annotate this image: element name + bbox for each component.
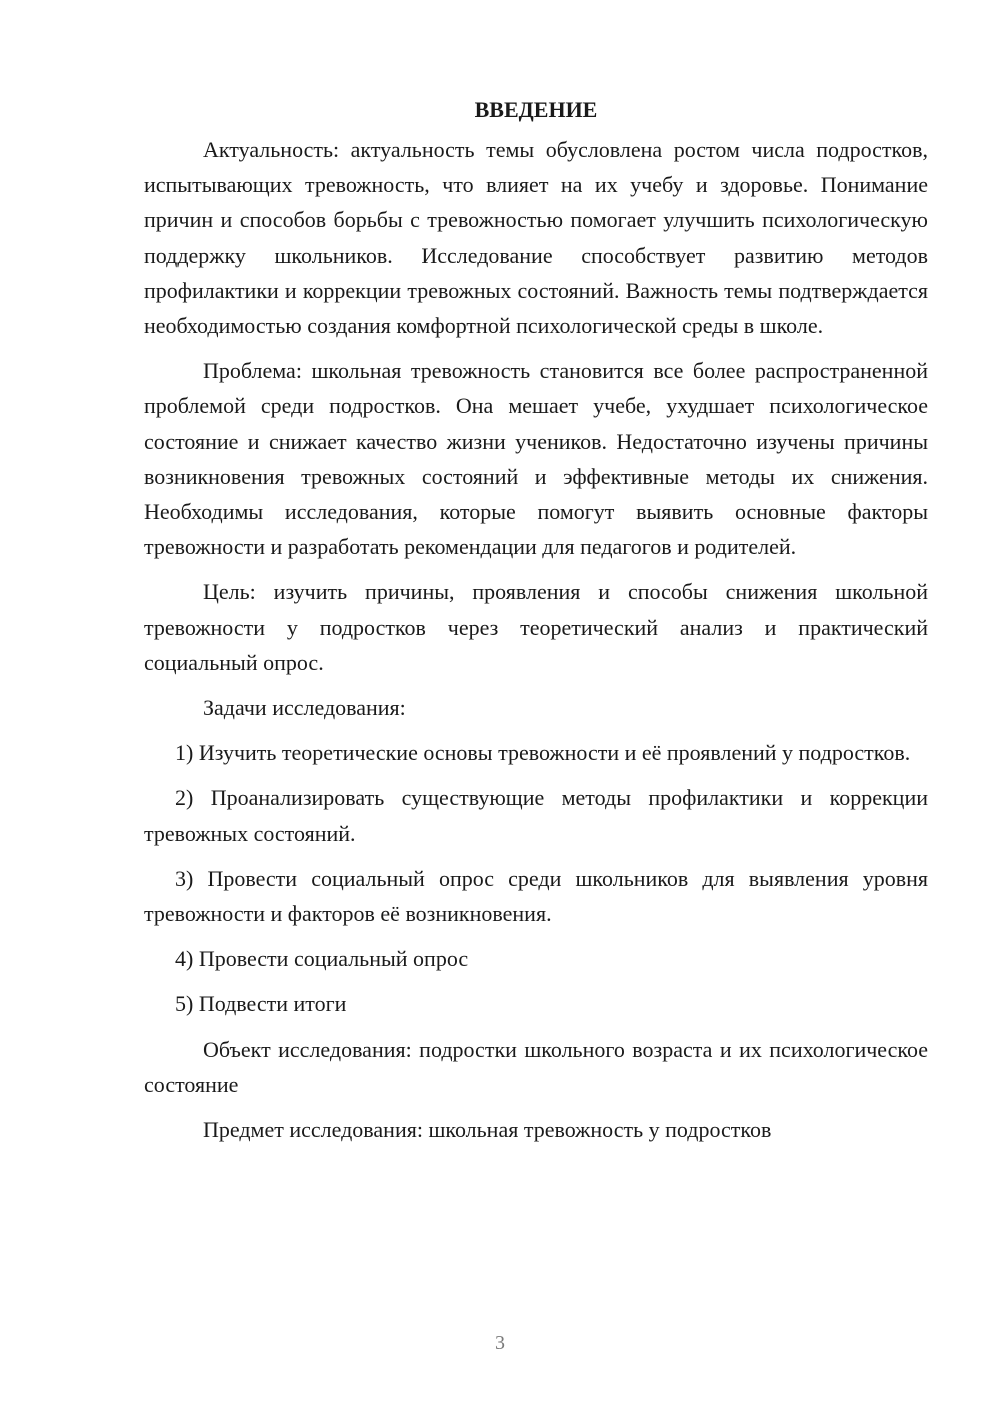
research-object-paragraph: Объект исследования: подростки школьного возраста и их психологическое состояние <box>144 1036 928 1097</box>
goal-paragraph: Цель: изучить причины, проявления и способы снижения школьной тревожности у подростков через теоретический анализ и практический социальный опрос. <box>144 579 928 675</box>
research-subject-paragraph: Предмет исследования: школьная тревожность у подростков <box>203 1117 772 1143</box>
page-number: 3 <box>495 1332 505 1354</box>
task-item-4: 4) Провести социальный опрос <box>175 946 469 972</box>
task-item-1: 1) Изучить теоретические основы тревожности и её проявлений у подростков. <box>175 740 911 766</box>
relevance-paragraph: Актуальность: актуальность темы обусловлена ростом числа подростков, испытывающих тревожность, что влияет на их учебу и здоровье. Понимание причин и способов борьбы с тревожностью помогает улучшить психологическую поддержку школьников. Исследование способствует развитию методов профилактики и коррекции тревожных состояний. Важность темы подтверждается необходимостью создания комфортной психологической среды в школе. <box>144 137 928 339</box>
document-title: ВВЕДЕНИЕ <box>474 97 598 122</box>
document-page <box>144 96 928 1157</box>
task-item-2: 2) Проанализировать существующие методы профилактики и коррекции тревожных состояний. <box>144 785 928 846</box>
tasks-list <box>144 735 928 1021</box>
problem-paragraph: Проблема: школьная тревожность становится все более распространенной проблемой среди подростков. Она мешает учебе, ухудшает психологическое состояние и снижает качество жизни учеников. Недостаточно изучены причины возникновения тревожных состояний и эффективные методы их снижения. Необходимы исследования, которые помогут выявить основные факторы тревожности и разработать рекомендации для педагогов и родителей. <box>144 358 928 560</box>
tasks-heading: Задачи исследования: <box>203 695 406 721</box>
task-item-5: 5) Подвести итоги <box>175 991 347 1017</box>
task-item-3: 3) Провести социальный опрос среди школьников для выявления уровня тревожности и факторов её возникновения. <box>144 865 928 927</box>
